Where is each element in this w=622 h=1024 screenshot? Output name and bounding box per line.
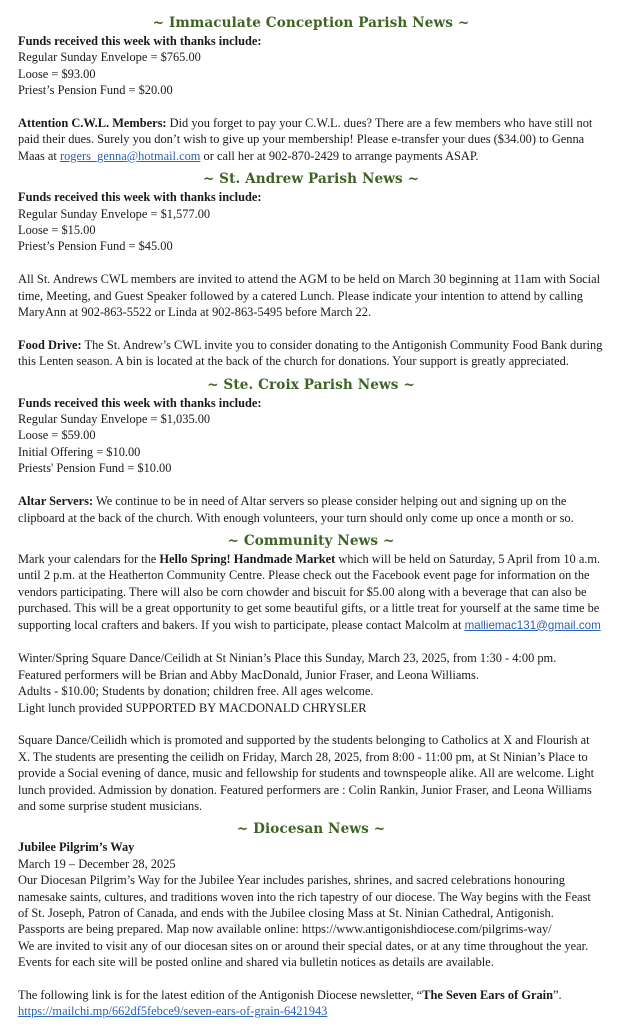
funds-line: Priest’s Pension Fund = $45.00 (18, 239, 173, 254)
cwl-notice (18, 115, 604, 164)
funds-heading: Funds received this week with thanks include: (18, 395, 262, 410)
immaculate-conception-section (18, 13, 604, 164)
altar-servers-text: We continue to be in need of Altar servers so please consider helping out and signing up on the clipboard at the back of the church. With enough volunteers, your turn should only come up once a month or so. (18, 494, 574, 525)
funds-line: Priests' Pension Fund = $10.00 (18, 461, 172, 476)
market-text-cont: which will be held on Saturday, 5 April from 10 a.m. until 2 p.m. at the Heatherton Community Centre. Please check out the Facebook event page for information on the vendors participating. There will also be corn chowder and biscuit for $5.00 along with a beverage that can also be purchased. This will be a great opportunity to get some beautiful gifts, or a little treat for yourself at the same time be supporting local crafters and bakers. If you wish to participate, please contact Malcolm at (18, 551, 601, 632)
altar-servers-notice (18, 493, 604, 526)
email-link[interactable]: malliemac131@gmail.com (464, 618, 601, 632)
ste-croix-section (18, 375, 604, 526)
market-name: Hello Spring! Handmade Market (159, 551, 336, 566)
newsletter-text-end: ”. (552, 988, 562, 1003)
funds-line: Regular Sunday Envelope = $1,035.00 (18, 412, 211, 427)
newsletter-notice (18, 987, 604, 1003)
dance-line: Winter/Spring Square Dance/Ceilidh at St Ninian’s Place this Sunday, March 23, 2025, from 1:30 - 4:00 pm. (18, 651, 557, 666)
market-text: Mark your calendars for the (18, 551, 160, 566)
funds-line: Loose = $59.00 (18, 428, 96, 443)
newsletter-text: The following link is for the latest edition of the Antigonish Diocese newsletter, “ (18, 988, 423, 1003)
ceilidh-notice: Square Dance/Ceilidh which is promoted and supported by the students belonging to Catholics at X and Flourish at X. The students are presenting the ceilidh on Friday, March 28, 2025, from 8:00 - 11:00 pm, at St Ninian’s Place to provide a Social evening of dance, music and fellowship for students and townspeople alike. All are welcome. Light lunch provided. Admission by donation. Featured performers are : Colin Rankin, Junior Fraser, and Leona Williams and some surprise student musicians. (18, 733, 595, 813)
section-heading: ~ Ste. Croix Parish News ~ (207, 376, 415, 393)
funds-line: Regular Sunday Envelope = $765.00 (18, 50, 201, 65)
funds-line: Initial Offering = $10.00 (18, 444, 141, 459)
email-link[interactable]: rogers_genna@hotmail.com (59, 148, 201, 163)
section-heading: ~ Community News ~ (227, 532, 395, 549)
newsletter-name: The Seven Ears of Grain (422, 988, 553, 1003)
agm-notice: All St. Andrews CWL members are invited to attend the AGM to be held on March 30 beginning at 11am with Social time, Meeting, and Guest Speaker followed by a catered Lunch. Please indicate your intention to attend by calling MaryAnn at 902-863-5522 or Linda at 902-863-5495 before March 22. (18, 272, 601, 320)
dance-line: Featured performers will be Brian and Abby MacDonald, Junior Fraser, and Leona Williams. (18, 667, 479, 682)
st-andrew-section (18, 169, 604, 369)
newsletter-link[interactable]: https://mailchi.mp/662df5febce9/seven-ears-of-grain-6421943 (18, 1004, 328, 1019)
community-section (18, 531, 604, 814)
food-drive-notice (18, 337, 604, 370)
cwl-label: Attention C.W.L. Members: (18, 116, 167, 131)
section-heading: ~ Immaculate Conception Parish News ~ (152, 15, 470, 31)
funds-line: Loose = $93.00 (18, 66, 96, 81)
funds-heading: Funds received this week with thanks include: (18, 190, 262, 205)
jubilee-title: Jubilee Pilgrim’s Way (18, 840, 135, 855)
jubilee-body: Our Diocesan Pilgrim’s Way for the Jubilee Year includes parishes, shrines, and sacred celebrations honouring namesake saints, cultures, and traditions woven into the rich tapestry of our diocese. The Way begins with the Feast of St. Joseph, Patron of Canada, and ends with the Jubilee closing Mass at St. Ninian Cathedral, Antigonish. (18, 873, 591, 920)
funds-line: Loose = $15.00 (18, 223, 96, 238)
section-heading: ~ St. Andrew Parish News ~ (202, 171, 420, 188)
food-drive-label: Food Drive: (18, 337, 82, 352)
invite-notice: We are invited to visit any of our diocesan sites on or around their special dates, or at any time throughout the year. Events for each site will be posted online and shared via bulletin notices as details are available. (18, 938, 589, 970)
cwl-text: Did you forget to pay your C.W.L. dues? There are a few members who have still not paid their dues. Surely you don’t wish to give up your membership! Please e-transfer your dues ($34.00) to Genna Maas at (18, 116, 593, 163)
market-notice (18, 551, 604, 634)
dance-line: Adults - $10.00; Students by donation; children free. All ages welcome. (18, 684, 374, 699)
cwl-text-end: or call her at 902-870-2429 to arrange payments ASAP. (200, 148, 479, 163)
diocesan-section (18, 819, 604, 1019)
jubilee-dates: March 19 – December 28, 2025 (18, 856, 176, 871)
funds-heading: Funds received this week with thanks include: (18, 34, 262, 48)
section-heading: ~ Diocesan News ~ (236, 821, 386, 838)
altar-servers-label: Altar Servers: (18, 494, 94, 509)
passports-notice: Passports are being prepared. Map now available online: https://www.antigonishdiocese.com/pilgrims-way/ (18, 922, 552, 937)
food-drive-text: The St. Andrew’s CWL invite you to consider donating to the Antigonish Community Food Bank during this Lenten season. A bin is located at the back of the church for donations. Your support is greatly appreciated. (18, 337, 603, 369)
funds-line: Priest’s Pension Fund = $20.00 (18, 83, 173, 98)
funds-line: Regular Sunday Envelope = $1,577.00 (18, 206, 211, 221)
dance-line: Light lunch provided SUPPORTED BY MACDONALD CHRYSLER (18, 700, 367, 715)
